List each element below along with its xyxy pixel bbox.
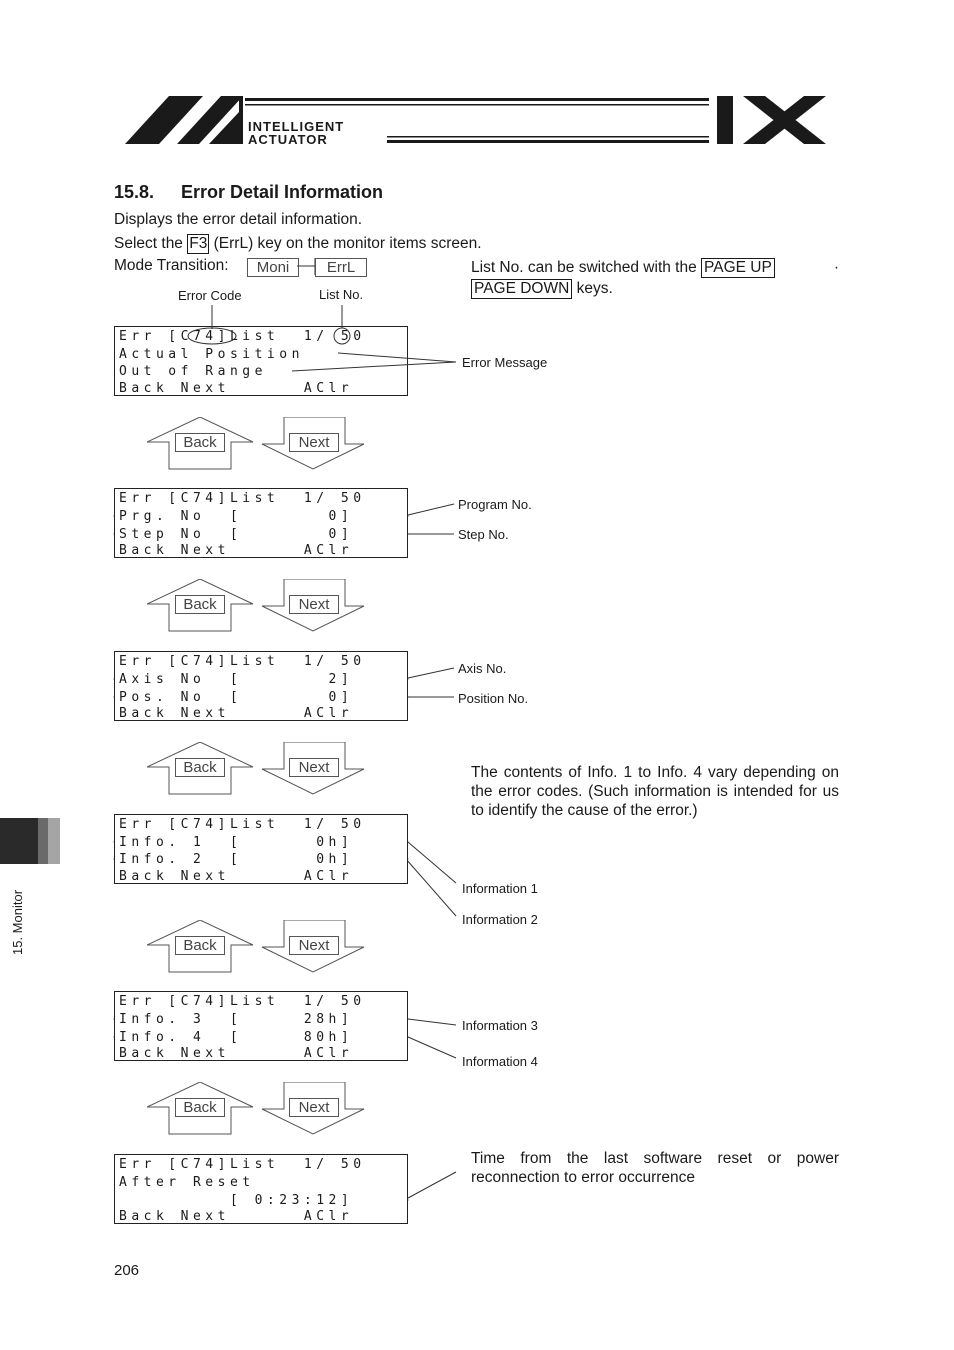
label-error-code: Error Code xyxy=(178,288,242,303)
mode-transition-label: Mode Transition: xyxy=(114,257,229,274)
lcd-row: Back Next AClr xyxy=(119,706,354,721)
chapter-side-label: 15. Monitor xyxy=(10,889,25,955)
label-info3: Information 3 xyxy=(462,1018,538,1033)
lcd-row: Back Next AClr xyxy=(119,869,354,884)
time-note: Time from the last software reset or power reconnection to error occurrence xyxy=(471,1150,839,1186)
next-key: Next xyxy=(289,936,339,955)
f3-key: F3 xyxy=(189,235,208,252)
chapter-tab-shade-1 xyxy=(38,818,48,864)
label-info2: Information 2 xyxy=(462,912,538,927)
label-info4: Information 4 xyxy=(462,1054,538,1069)
intro-line-1: Displays the error detail information. xyxy=(114,211,363,228)
chapter-tab-shade-2 xyxy=(48,818,60,864)
lcd-screen-6 xyxy=(114,1154,408,1224)
lcd-row: Err [C74]List 1/ 50 xyxy=(119,817,366,832)
page-down-key: PAGE DOWN xyxy=(471,279,572,299)
chapter-tab xyxy=(0,818,38,864)
label-position-no: Position No. xyxy=(458,691,529,706)
section-number: 15.8. xyxy=(114,182,155,202)
lcd-row: Prg. No [ 0] xyxy=(119,509,354,524)
page-up-key: PAGE UP xyxy=(701,258,775,278)
next-key: Next xyxy=(289,758,339,777)
label-axis-no: Axis No. xyxy=(458,661,507,676)
lcd-row: Back Next AClr xyxy=(119,543,354,558)
back-key: Back xyxy=(175,595,225,614)
lcd-row: After Reset xyxy=(119,1175,255,1190)
label-info1: Information 1 xyxy=(462,881,538,896)
lcd-row: Actual Position xyxy=(119,347,304,362)
lcd-row: Info. 1 [ 0h] xyxy=(119,835,354,850)
back-key: Back xyxy=(175,433,225,452)
section-title: Error Detail Information xyxy=(181,182,384,202)
back-key: Back xyxy=(175,1098,225,1117)
back-key: Back xyxy=(175,936,225,955)
lcd-row: Info. 2 [ 0h] xyxy=(119,852,354,867)
lcd-row: Info. 4 [ 80h] xyxy=(119,1030,354,1045)
lcd-row: Back Next AClr xyxy=(119,1046,354,1061)
brand-line2: ACTUATOR xyxy=(248,132,328,147)
list-note-sep: · xyxy=(833,259,839,276)
lcd-screen-3 xyxy=(114,651,408,721)
info-note: The contents of Info. 1 to Info. 4 vary depending on the error codes. (Such information is intended for us to identify the cause of the error.) xyxy=(471,764,839,819)
brand-line1: INTELLIGENT xyxy=(248,119,345,134)
lcd-row: Back Next AClr xyxy=(119,1209,354,1224)
lcd-screen-2 xyxy=(114,488,408,558)
lcd-row: Err [C74]List 1/ 50 xyxy=(119,654,366,669)
lcd-row: Back Next AClr xyxy=(119,381,354,396)
mode-from-box: Moni xyxy=(247,258,299,277)
lcd-row: Err [C74]List 1/ 50 xyxy=(119,994,366,1009)
mode-to-box: ErrL xyxy=(315,258,367,277)
lcd-screen-4 xyxy=(114,814,408,884)
lcd-row: Pos. No [ 0] xyxy=(119,690,354,705)
lcd-row: Axis No [ 2] xyxy=(119,672,354,687)
list-note-pre: List No. can be switched with the xyxy=(471,259,702,276)
intro-line-2-post: (ErrL) key on the monitor items screen. xyxy=(209,235,482,252)
lcd-row: Err [C74]List 1/ 50 xyxy=(119,491,366,506)
label-step-no: Step No. xyxy=(458,527,509,542)
lcd-row: Out of Range xyxy=(119,364,267,379)
next-key: Next xyxy=(289,1098,339,1117)
lcd-row: [ 0:23:12] xyxy=(119,1193,354,1208)
next-key: Next xyxy=(289,433,339,452)
lcd-row: Err [C74]List 1/ 50 xyxy=(119,329,366,344)
lcd-row: Info. 3 [ 28h] xyxy=(119,1012,354,1027)
back-key: Back xyxy=(175,758,225,777)
label-program-no: Program No. xyxy=(458,497,532,512)
lcd-row: Step No [ 0] xyxy=(119,527,354,542)
list-note-post: keys. xyxy=(572,280,613,297)
lcd-screen-5 xyxy=(114,991,408,1061)
label-list-no: List No. xyxy=(319,287,364,302)
next-key: Next xyxy=(289,595,339,614)
intro-line-2-pre: Select the xyxy=(114,235,188,252)
page-number: 206 xyxy=(114,1262,140,1279)
label-error-message: Error Message xyxy=(462,355,548,370)
lcd-row: Err [C74]List 1/ 50 xyxy=(119,1157,366,1172)
